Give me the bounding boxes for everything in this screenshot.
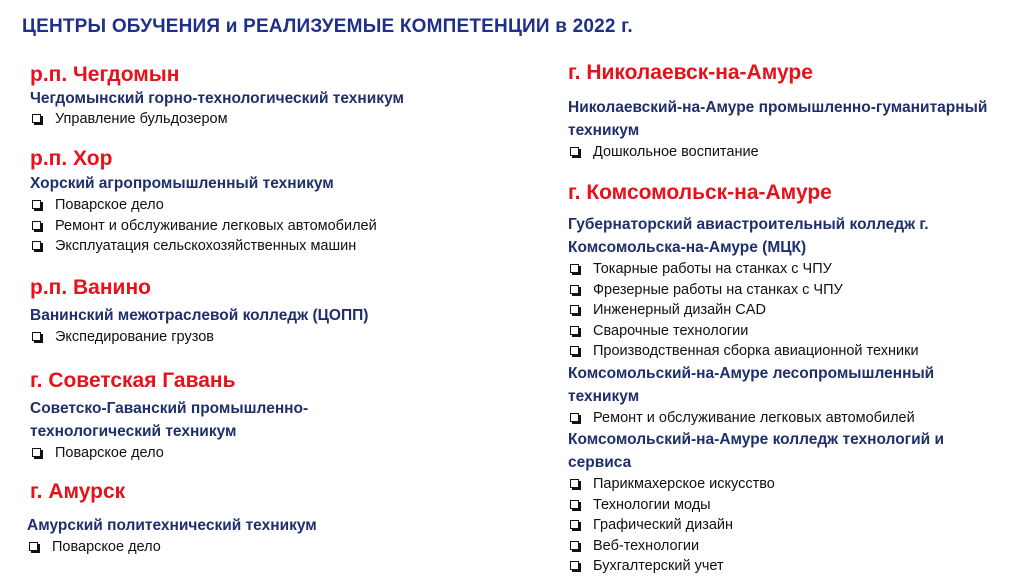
- competency-item: Поварское дело: [30, 195, 377, 216]
- competency-item: Управление бульдозером: [30, 109, 404, 130]
- checkbox-icon: [570, 479, 579, 488]
- checkbox-icon: [570, 147, 579, 156]
- checkbox-icon: [570, 264, 579, 273]
- competency-item: Экспедирование грузов: [30, 327, 368, 348]
- city-heading: г. Амурск: [30, 480, 126, 503]
- competency-item: Ремонт и обслуживание легковых автомобилей: [568, 408, 944, 429]
- checkbox-icon: [570, 305, 579, 314]
- competency-item: Поварское дело: [27, 537, 317, 558]
- institution-name: Хорский агропромышленный техникум: [30, 175, 334, 192]
- checkbox-icon: [570, 541, 579, 550]
- institution-name: Советско-Гаванский промышленно-: [30, 400, 309, 417]
- section-nikolaevsk: [568, 60, 987, 163]
- institution-name: Губернаторский авиастроительный колледж г.: [568, 216, 929, 233]
- checkbox-icon: [32, 221, 41, 230]
- competency-item: Бухгалтерский учет: [568, 556, 944, 576]
- city-heading: г. Николаевск-на-Амуре: [568, 61, 813, 84]
- city-heading: р.п. Чегдомын: [30, 63, 180, 86]
- institution-name-cont: технологический техникум: [30, 423, 237, 440]
- competency-item: Графический дизайн: [568, 515, 944, 536]
- competency-item: Производственная сборка авиационной техники: [568, 341, 944, 362]
- section-vanino: [30, 275, 368, 348]
- institution-name: Чегдомынский горно-технологический техникум: [30, 90, 404, 107]
- competency-item: Ремонт и обслуживание легковых автомобилей: [30, 216, 377, 237]
- competency-item: Веб-технологии: [568, 536, 944, 557]
- section-sovetskaya-gavan: [30, 368, 308, 464]
- competency-item: Инженерный дизайн CAD: [568, 300, 944, 321]
- section-komsomolsk: [568, 180, 944, 576]
- checkbox-icon: [570, 520, 579, 529]
- institution-name: Николаевский-на-Амуре промышленно-гуманитарный: [568, 99, 988, 116]
- checkbox-icon: [570, 413, 579, 422]
- competency-item: Технологии моды: [568, 495, 944, 516]
- checkbox-icon: [29, 542, 38, 551]
- checkbox-icon: [570, 346, 579, 355]
- institution-name: Комсомольский-на-Амуре лесопромышленный: [568, 364, 935, 382]
- institution-name: Комсомольский-на-Амуре колледж технологий и: [568, 431, 945, 448]
- section-khor: [30, 146, 377, 257]
- institution-name: Амурский политехнический техникум: [27, 517, 317, 534]
- checkbox-icon: [32, 114, 41, 123]
- institution-name-cont: Комсомольска-на-Амуре (МЦК): [568, 239, 807, 256]
- checkbox-icon: [32, 200, 41, 209]
- page-title: ЦЕНТРЫ ОБУЧЕНИЯ и РЕАЛИЗУЕМЫЕ КОМПЕТЕНЦИИ в 2022 г.: [22, 16, 633, 37]
- city-heading: р.п. Хор: [30, 147, 113, 170]
- competency-item: Парикмахерское искусство: [568, 474, 944, 495]
- competency-item: Поварское дело: [30, 443, 308, 464]
- competency-item: Токарные работы на станках с ЧПУ: [568, 259, 944, 280]
- institution-name-cont: техникум: [568, 122, 640, 139]
- city-heading: г. Советская Гавань: [30, 369, 236, 392]
- checkbox-icon: [570, 285, 579, 294]
- city-heading: г. Комсомольск-на-Амуре: [568, 181, 832, 204]
- section-amursk: [27, 479, 317, 558]
- checkbox-icon: [32, 332, 41, 341]
- institution-name-cont: техникум: [568, 387, 640, 405]
- institution-name-cont: сервиса: [568, 454, 632, 471]
- competency-item: Дошкольное воспитание: [568, 142, 987, 163]
- competency-item: Фрезерные работы на станках с ЧПУ: [568, 280, 944, 301]
- checkbox-icon: [570, 500, 579, 509]
- competency-item: Эксплуатация сельскохозяйственных машин: [30, 236, 377, 257]
- city-heading: р.п. Ванино: [30, 276, 151, 299]
- checkbox-icon: [570, 561, 579, 570]
- checkbox-icon: [32, 448, 41, 457]
- checkbox-icon: [570, 326, 579, 335]
- competency-item: Сварочные технологии: [568, 321, 944, 342]
- checkbox-icon: [32, 241, 41, 250]
- institution-name: Ванинский межотраслевой колледж (ЦОПП): [30, 307, 369, 324]
- section-chegdomyn: [30, 62, 404, 130]
